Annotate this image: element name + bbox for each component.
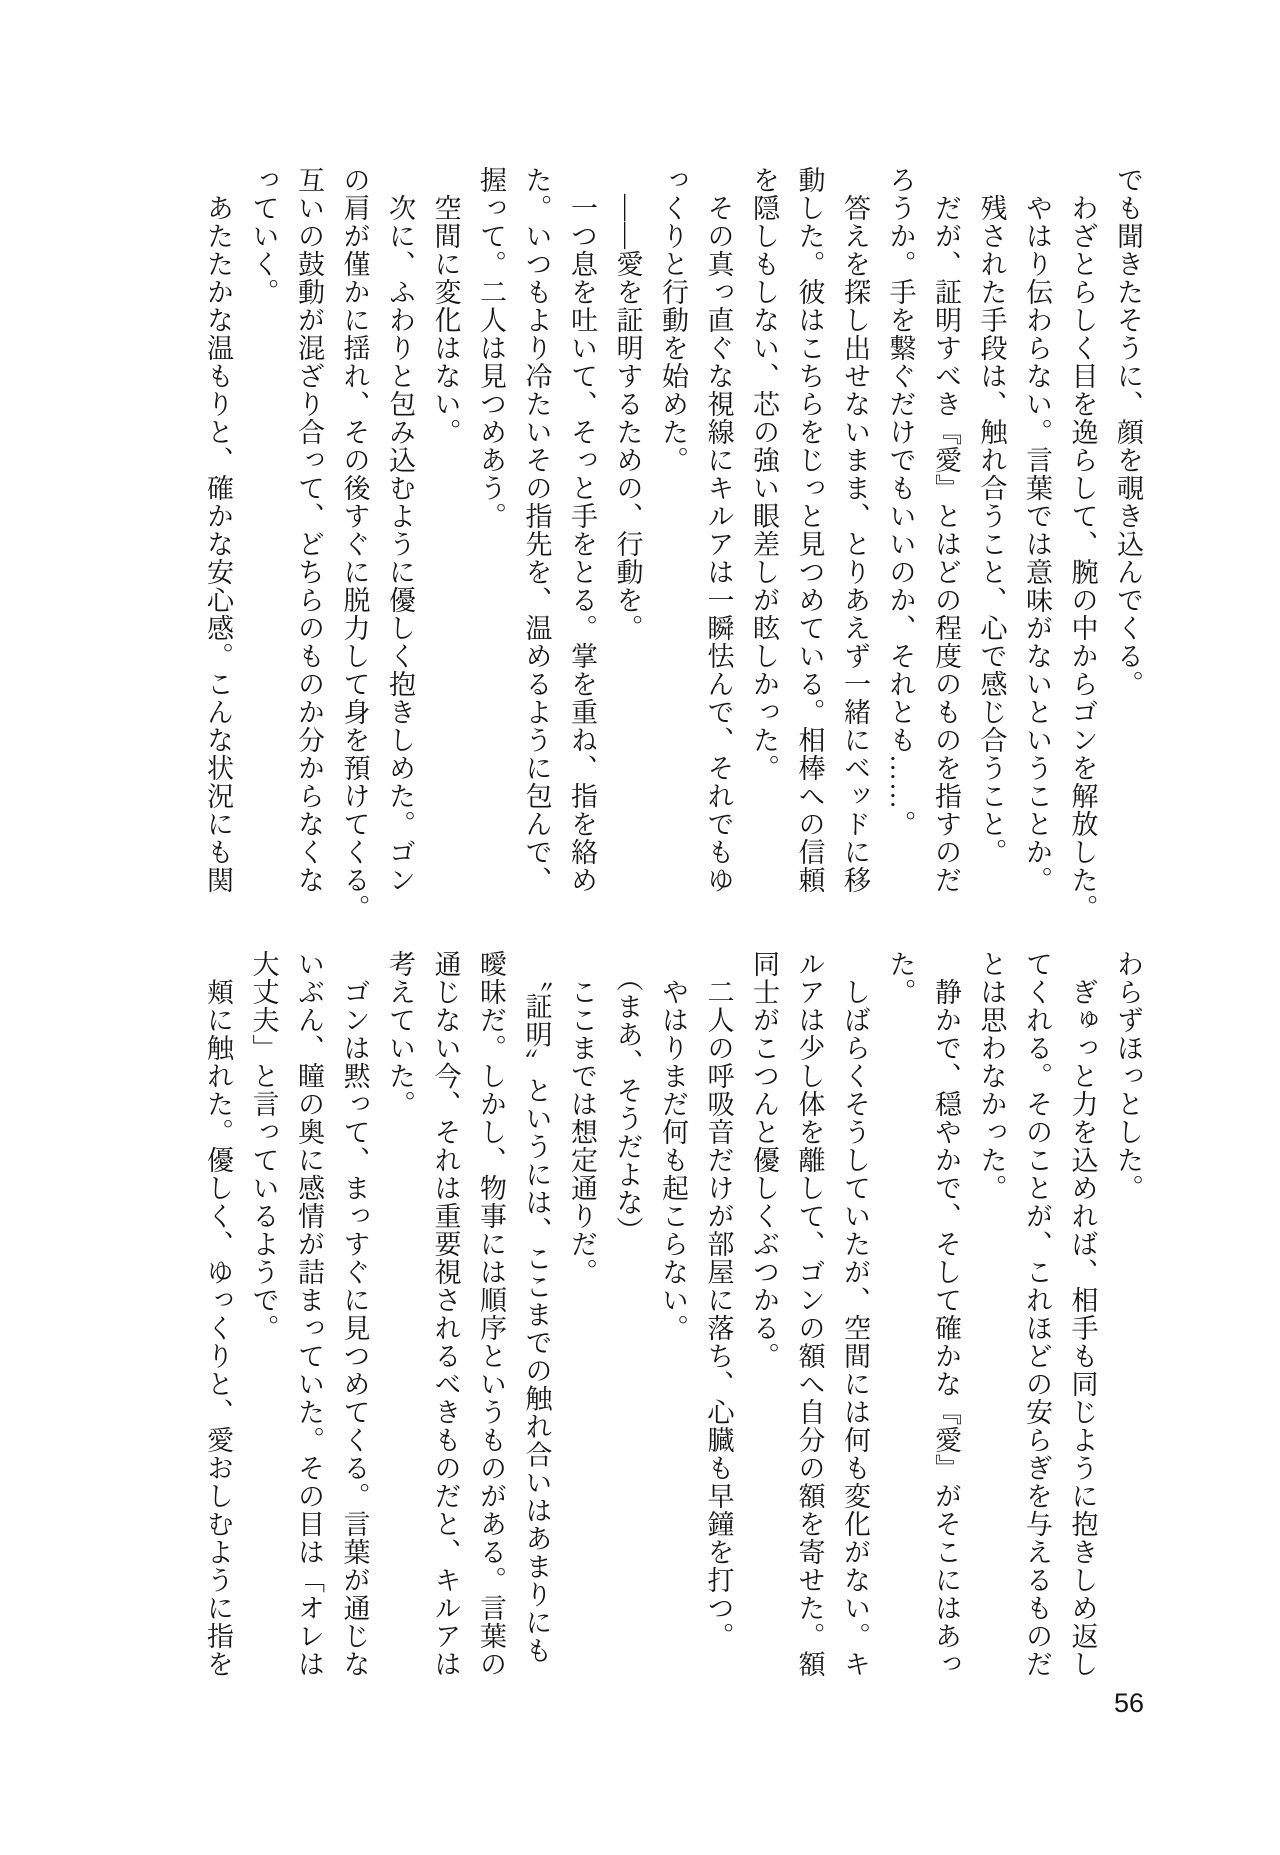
text-column: わざとらしく目を逸らして、腕の中からゴンを解放した。 <box>1067 166 1098 922</box>
text-column: 考えていた。 <box>385 950 415 1118</box>
text-column: 同士がこつんと優しくぶつかる。 <box>749 950 779 1370</box>
text-column: ここまでは想定通りだ。 <box>567 950 597 1286</box>
text-column: を隠しもしない、芯の強い眼差しが眩しかった。 <box>749 166 779 782</box>
text-column: 〝証明〟というには、ここまでの触れ合いはあまりにも <box>521 950 552 1665</box>
text-column: 残された手段は、触れ合うこと、心で感じ合うこと。 <box>976 166 1007 866</box>
text-column: ぎゅっと力を込めれば、相手も同じように抱きしめ返し <box>1067 950 1098 1678</box>
text-column: ――愛を証明するための、行動を。 <box>612 166 643 642</box>
text-column: いぶん、瞳の奥に感情が詰まっていた。その目は「オレは <box>294 950 324 1678</box>
text-column: やはり伝わらない。言葉では意味がないということか。 <box>1022 166 1052 894</box>
text-column: （まあ、そうだよな） <box>612 950 643 1245</box>
text-column: ろうか。手を繋ぐだけでもいいのか、それとも……。 <box>885 166 916 838</box>
text-column: てくれる。そのことが、これほどの安らぎを与えるものだ <box>1022 950 1052 1678</box>
text-column: っくりと行動を始めた。 <box>658 166 688 474</box>
page-number: 56 <box>1114 1688 1145 1718</box>
text-column: とは思わなかった。 <box>976 950 1007 1202</box>
text-column: だが、証明すべき『愛』とはどの程度のものを指すのだ <box>931 166 961 894</box>
text-block-bottom <box>195 950 1151 1682</box>
text-column: の肩が僅かに揺れ、その後すぐに脱力して身を預けてくる。 <box>339 166 370 922</box>
text-column: その真っ直ぐな視線にキルアは一瞬怯んで、それでもゆ <box>703 166 734 894</box>
text-column: 次に、ふわりと包み込むように優しく抱きしめた。ゴン <box>385 166 415 894</box>
text-column: ルアは少し体を離して、ゴンの額へ自分の額を寄せた。額 <box>794 950 825 1678</box>
text-column: あたたかな温もりと、確かな安心感。こんな状況にも関 <box>203 166 233 894</box>
text-column: 大丈夫」と言っているようで。 <box>248 950 279 1342</box>
text-column: た。いつもより冷たいその指先を、温めるように包んで、 <box>521 166 552 894</box>
text-column: 二人の呼吸音だけが部屋に落ち、心臓も早鐘を打つ。 <box>703 950 734 1650</box>
text-column: ゴンは黙って、まっすぐに見つめてくる。言葉が通じな <box>339 950 370 1678</box>
text-column: でも聞きたそうに、顔を覗き込んでくる。 <box>1113 166 1143 698</box>
text-column: しばらくそうしていたが、空間には何も変化がない。キ <box>840 950 870 1678</box>
text-column: 一つ息を吐いて、そっと手をとる。掌を重ね、指を絡め <box>567 166 597 894</box>
text-block-top <box>195 166 1151 926</box>
text-column: やはりまだ何も起こらない。 <box>658 950 688 1342</box>
text-column: 答えを探し出せないまま、とりあえず一緒にベッドに移 <box>840 166 870 894</box>
text-column: 握って。二人は見つめあう。 <box>476 166 506 530</box>
text-column: 空間に変化はない。 <box>430 166 461 446</box>
text-column: 互いの鼓動が混ざり合って、どちらのものか分からなくな <box>294 166 324 894</box>
text-column: 動した。彼はこちらをじっと見つめている。相棒への信頼 <box>794 166 825 894</box>
text-column: っていく。 <box>248 166 279 306</box>
text-column: 静かで、穏やかで、そして確かな『愛』がそこにはあっ <box>931 950 961 1678</box>
text-column: わらずほっとした。 <box>1113 950 1143 1202</box>
text-column: 通じない今、それは重要視されるべきものだと、キルアは <box>430 950 461 1678</box>
text-column: た。 <box>885 950 916 1006</box>
text-column: 頬に触れた。優しく、ゆっくりと、愛おしむように指を <box>203 950 233 1678</box>
text-column: 曖昧だ。しかし、物事には順序というものがある。言葉の <box>476 950 506 1678</box>
